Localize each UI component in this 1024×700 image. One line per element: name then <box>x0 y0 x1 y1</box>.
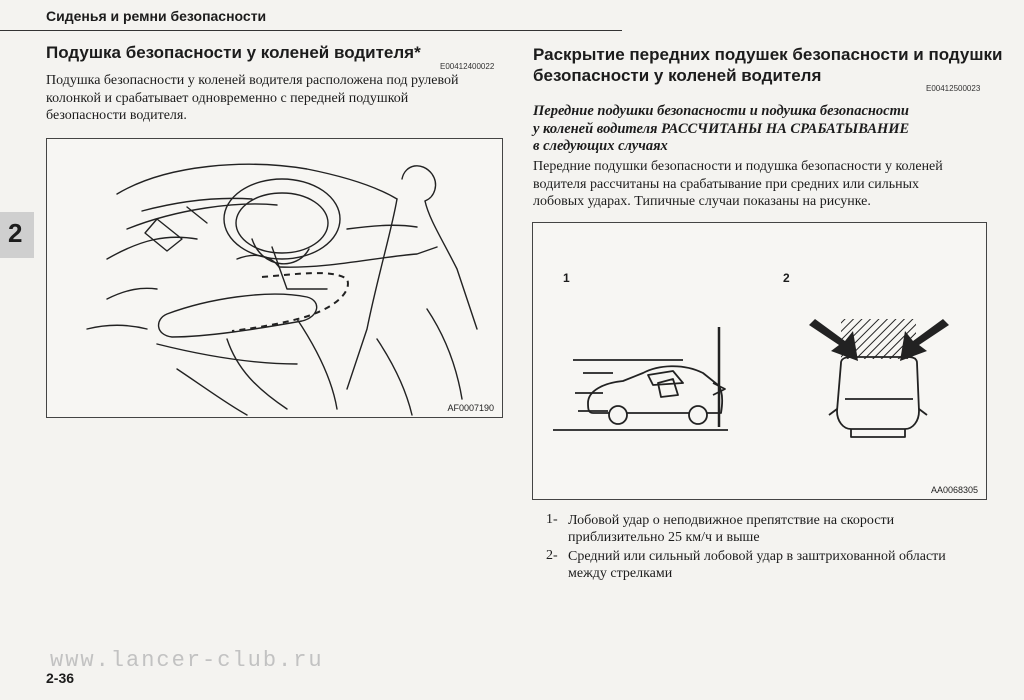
figure-code: AA0068305 <box>930 485 978 495</box>
list-item-line: Средний или сильный лобовой удар в заштрихованной области <box>568 549 946 564</box>
list-item-line: приблизительно 25 км/ч и выше <box>568 530 760 545</box>
figure-code: AF0007190 <box>447 403 494 413</box>
deployment-figure <box>532 222 987 500</box>
chapter-tab <box>0 212 34 258</box>
paragraph-line: колонкой и срабатывает одновременно с передней подушкой <box>46 90 409 106</box>
deployment-code: E00412500023 <box>926 84 981 93</box>
list-item-line: между стрелками <box>568 566 673 581</box>
heading-line: Раскрытие передних подушек безопасности и подушки <box>533 45 1003 64</box>
list-item <box>546 548 996 584</box>
section-title: Сиденья и ремни безопасности <box>46 8 267 24</box>
subheading-line: в следующих случаях <box>533 138 668 154</box>
list-item-number: 1- <box>546 512 558 527</box>
paragraph-line: лобовых ударах. Типичные случаи показаны на рисунке. <box>533 194 871 209</box>
knee-airbag-code: E00412400022 <box>440 62 495 71</box>
paragraph-line: Передние подушки безопасности и подушка безопасности у коленей <box>533 159 943 174</box>
list-item-number: 2- <box>546 548 558 563</box>
paragraph-line: водителя рассчитаны на срабатывание при средних или сильных <box>533 176 920 192</box>
subheading-line: Передние подушки безопасности и подушка безопасности <box>533 103 909 119</box>
list-item-line: Лобовой удар о неподвижное препятствие на скорости <box>568 513 895 528</box>
chapter-tab-label: 2 <box>8 218 23 248</box>
cases-list <box>546 512 996 584</box>
panel-label-1: 1 <box>563 271 570 285</box>
knee-airbag-heading: Подушка безопасности у коленей водителя* <box>46 43 421 62</box>
deployment-paragraph <box>533 158 1003 211</box>
page-number: 2-36 <box>46 670 75 686</box>
paragraph-line: безопасности водителя. <box>46 108 187 123</box>
list-item <box>546 512 996 548</box>
header-rule <box>0 30 622 31</box>
deployment-subheading <box>533 103 1003 156</box>
knee-airbag-figure <box>46 138 503 418</box>
driver-knee-airbag-illustration <box>47 139 502 417</box>
heading-line: безопасности у коленей водителя <box>533 66 822 85</box>
panel-label-2: 2 <box>783 271 790 285</box>
watermark: www.lancer-club.ru <box>50 648 324 673</box>
subheading-line: у коленей водителя РАССЧИТАНЫ НА СРАБАТЫВАНИЕ <box>533 120 910 137</box>
paragraph-line: Подушка безопасности у коленей водителя расположена под рулевой <box>46 73 459 88</box>
frontal-impact-illustration <box>533 223 986 499</box>
knee-airbag-paragraph <box>46 72 506 125</box>
deployment-heading <box>533 44 1003 86</box>
